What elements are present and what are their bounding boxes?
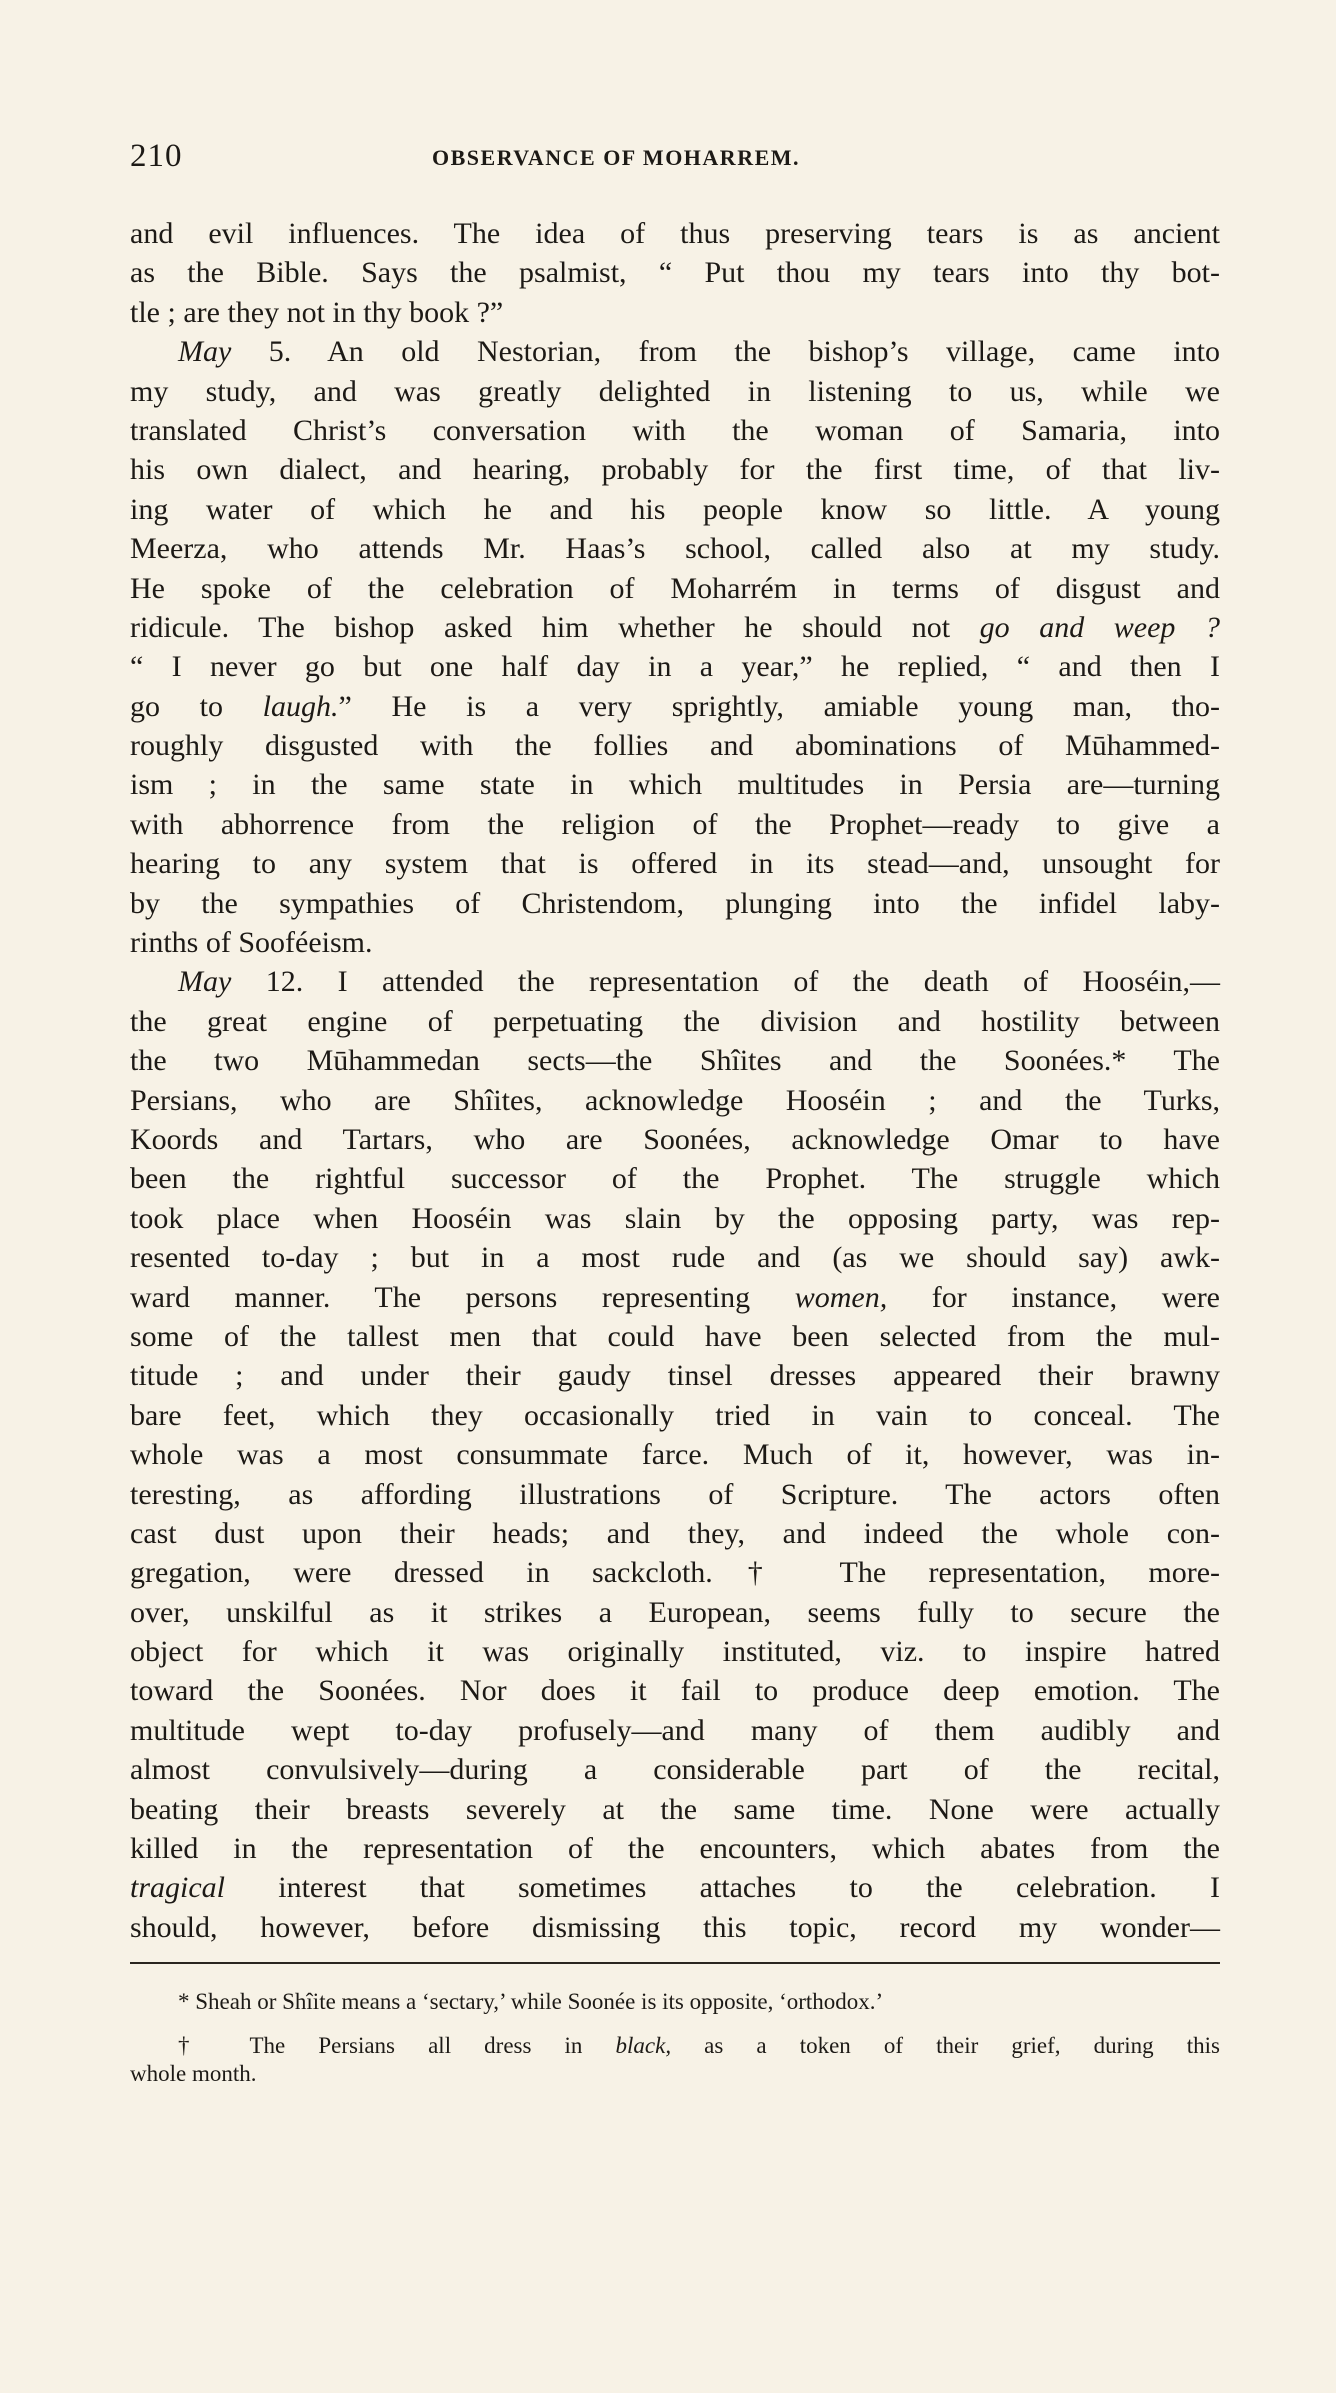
footnotes [130, 1988, 1220, 2088]
text-line: with abhorrence from the religion of the Prophet—ready to give a [130, 807, 1220, 841]
emphasis-laugh: laugh. [262, 689, 339, 723]
running-head [130, 138, 1220, 178]
text-line: ing water of which he and his people know so little. A young [130, 492, 1220, 526]
emphasis-tragical: tragical [130, 1871, 225, 1905]
text-line: hearing to any system that is offered in its stead—and, unsought for [130, 847, 1220, 881]
text-line: tle ; are they not in thy book ?” [130, 295, 504, 329]
text-line: resented to-day ; but in a most rude and (as we should say) awk- [130, 1241, 1220, 1275]
text-line: ism ; in the same state in which multitudes in Persia are—turning [130, 768, 1220, 802]
emphasis-go-and-weep: go and weep ? [979, 610, 1220, 644]
emphasis-black: black, [615, 2033, 672, 2058]
text-line: should, however, before dismissing this topic, record my wonder— [130, 1910, 1220, 1944]
text-line: translated Christ’s conversation with the woman of Samaria, into [130, 413, 1220, 447]
text-line: titude ; and under their gaudy tinsel dresses appeared their brawny [130, 1359, 1220, 1393]
running-title: OBSERVANCE OF MOHARREM. [432, 145, 801, 170]
text-line: some of the tallest men that could have been selected from the mul- [130, 1319, 1220, 1353]
text-line: cast dust upon their heads; and they, and indeed the whole con- [130, 1516, 1220, 1550]
line-text: 12. I attended the representation of the death of Hooséin,— [231, 965, 1220, 999]
text-line: whole was a most consummate farce. Much of it, however, was in- [130, 1438, 1220, 1472]
text-line: over, unskilful as it strikes a European, seems fully to secure the [130, 1595, 1220, 1629]
text-line: teresting, as affording illustrations of Scripture. The actors often [130, 1477, 1220, 1511]
footnote-text: as a token of their grief, during this [671, 2033, 1220, 2058]
footnote-divider [130, 1962, 1220, 1964]
text-line: as the Bible. Says the psalmist, “ Put thou my tears into thy bot- [130, 256, 1220, 290]
line-text: go to [130, 689, 263, 723]
text-line: the two Mūhammedan sects—the Shîites and the Soonées.* The [130, 1044, 1220, 1078]
text-line [130, 332, 1220, 371]
text-line: Persians, who are Shîites, acknowledge Hooséin ; and the Turks, [130, 1083, 1220, 1117]
footnote-dagger [130, 2032, 1220, 2060]
text-line: and evil influences. The idea of thus preserving tears is as ancient [130, 217, 1220, 250]
body-text [130, 214, 1220, 1947]
date-may-5: May [178, 335, 232, 369]
text-line: beating their breasts severely at the same time. None were actually [130, 1792, 1220, 1826]
footnote-spacer [130, 2016, 1220, 2032]
line-text: ward manner. The persons representing [130, 1280, 795, 1314]
text-line: rinths of Sooféeism. [130, 926, 373, 960]
text-line [130, 687, 1220, 726]
text-line: almost convulsively—during a considerable part of the recital, [130, 1753, 1220, 1787]
page-number: 210 [130, 138, 183, 174]
line-text: ridicule. The bishop asked him whether he should not [130, 610, 980, 644]
text-line [130, 608, 1220, 647]
text-line: bare feet, which they occasionally tried in vain to conceal. The [130, 1398, 1220, 1432]
line-text: for instance, were [887, 1280, 1221, 1314]
line-text: interest that sometimes attaches to the celebration. I [225, 1871, 1220, 1905]
date-may-12: May [178, 965, 232, 999]
footnote-dagger-continued: whole month. [130, 2061, 257, 2086]
text-line: the great engine of perpetuating the division and hostility between [130, 1004, 1220, 1038]
text-line [130, 1868, 1220, 1907]
text-line: toward the Soonées. Nor does it fail to produce deep emotion. The [130, 1674, 1220, 1708]
text-line: killed in the representation of the encounters, which abates from the [130, 1832, 1220, 1866]
line-text: 5. An old Nestorian, from the bishop’s village, came into [231, 335, 1220, 369]
line-text: ” He is a very sprightly, amiable young man, tho- [338, 689, 1220, 723]
text-line: been the rightful successor of the Prophet. The struggle which [130, 1162, 1220, 1196]
text-line: He spoke of the celebration of Moharrém in terms of disgust and [130, 571, 1220, 605]
text-line: took place when Hooséin was slain by the opposing party, was rep- [130, 1201, 1220, 1235]
text-line: gregation, were dressed in sackcloth.† The representation, more- [130, 1556, 1220, 1590]
text-line [130, 1278, 1220, 1317]
text-line: Meerza, who attends Mr. Haas’s school, called also at my study. [130, 532, 1220, 566]
text-line: object for which it was originally instituted, viz. to inspire hatred [130, 1635, 1220, 1669]
footnote-text: † The Persians all dress in [178, 2033, 616, 2058]
emphasis-women: women, [794, 1280, 888, 1314]
text-line: by the sympathies of Christendom, plunging into the infidel laby- [130, 886, 1220, 920]
text-line: multitude wept to-day profusely—and many of them audibly and [130, 1713, 1220, 1747]
text-line: Koords and Tartars, who are Soonées, acknowledge Omar to have [130, 1122, 1220, 1156]
text-line [130, 962, 1220, 1001]
text-line: my study, and was greatly delighted in listening to us, while we [130, 374, 1220, 408]
text-line: his own dialect, and hearing, probably for the first time, of that liv- [130, 453, 1220, 487]
footnote-asterisk: * Sheah or Shîite means a ‘sectary,’ while Soonée is its opposite, ‘orthodox.’ [178, 1989, 884, 2014]
text-line: roughly disgusted with the follies and abominations of Mūhammed- [130, 729, 1220, 763]
text-line: “ I never go but one half day in a year,” he replied, “ and then I [130, 650, 1220, 684]
